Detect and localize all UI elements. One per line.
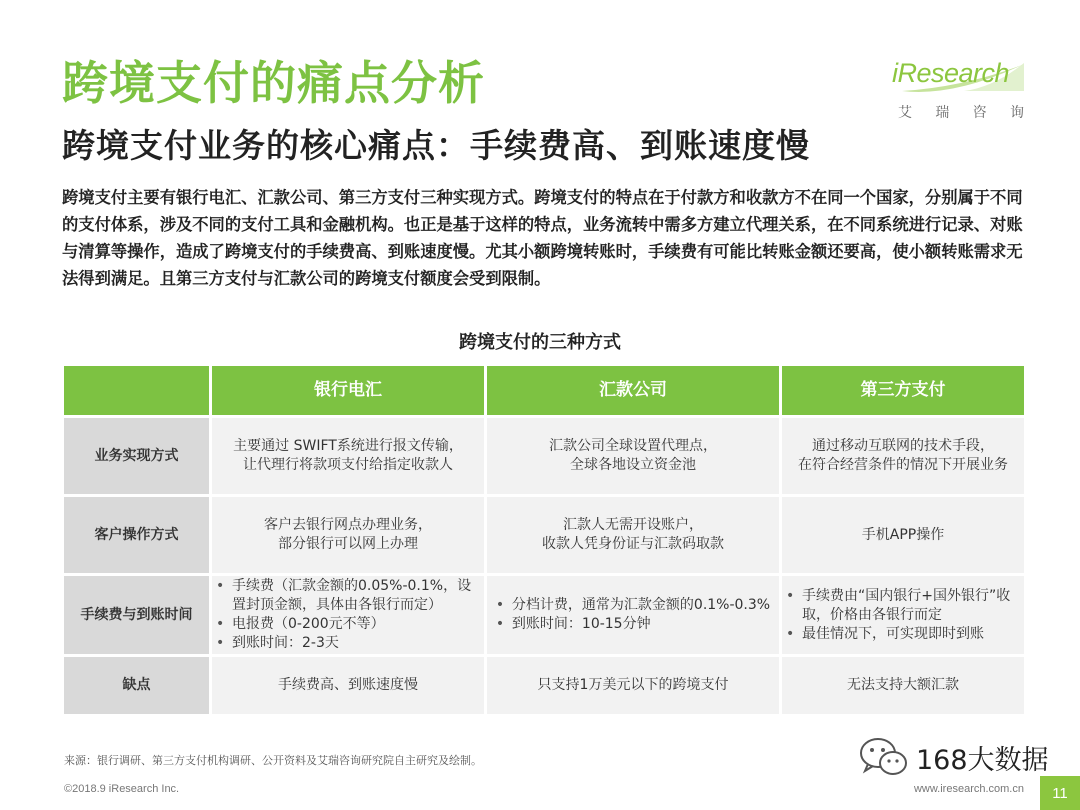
- cell-line: 收款人凭身份证与汇款码取款: [542, 536, 724, 552]
- table-cell: [782, 497, 1024, 573]
- page-subtitle: 跨境支付业务的核心痛点：手续费高、到账速度慢: [62, 126, 810, 165]
- list-item: • 到账时间：10-15分钟: [512, 615, 770, 634]
- logo-char: 询: [1009, 105, 1024, 121]
- list-item: • 手续费（汇款金额的0.05%-0.1%，设置封顶金额，具体由各银行而定）: [232, 577, 480, 615]
- copyright: ©2018.9 iResearch Inc.: [64, 783, 180, 795]
- table-row: [64, 657, 1024, 714]
- watermark: [858, 736, 1049, 778]
- table-title: 跨境支付的三种方式: [459, 332, 621, 353]
- list-item: • 到账时间：2-3天: [232, 634, 480, 653]
- header-corner: [64, 366, 209, 415]
- list-item: • 手续费由“国内银行+国外银行”收取，价格由各银行而定: [802, 587, 1020, 625]
- list-item: • 分档计费，通常为汇款金额的0.1%-0.3%: [512, 596, 770, 615]
- table-cell: [782, 576, 1024, 654]
- table-cell: [487, 497, 779, 573]
- cell-line: 在符合经营条件的情况下开展业务: [798, 457, 1008, 473]
- list-item: • 最佳情况下，可实现即时到账: [802, 625, 1020, 644]
- list-item: • 电报费（0-200元不等）: [232, 615, 480, 634]
- table-cell: [212, 576, 484, 654]
- logo-char: 艾: [898, 105, 912, 121]
- bullet-list: [492, 596, 774, 634]
- row-label: 手续费与到账时间: [64, 576, 209, 654]
- table-header-row: [64, 366, 1024, 415]
- bullet-list: [212, 577, 484, 653]
- bullet-list: [782, 587, 1024, 644]
- table-row: [64, 497, 1024, 573]
- logo-char: 咨: [972, 105, 987, 121]
- page-number: 11: [1040, 776, 1080, 810]
- table-row: [64, 418, 1024, 494]
- cell-line: 让代理行将款项支付给指定收款人: [242, 457, 453, 473]
- table-row: [64, 576, 1024, 654]
- table-cell: [487, 418, 779, 494]
- cell-line: 手机APP操作: [861, 526, 945, 543]
- table-cell: [212, 418, 484, 494]
- watermark-text: 168大数据: [916, 744, 1049, 776]
- row-label: 客户操作方式: [64, 497, 209, 573]
- cell-line: 部分银行可以网上办理: [278, 536, 418, 552]
- logo-wordmark: iResearch: [892, 58, 1010, 88]
- wechat-icon: [858, 736, 910, 778]
- table-cell: [782, 418, 1024, 494]
- table-cell: [212, 497, 484, 573]
- website-url: www.iresearch.com.cn: [913, 783, 1024, 795]
- row-label: 缺点: [64, 657, 209, 714]
- source-note: 来源：银行调研、第三方支付机构调研、公开资料及艾瑞咨询研究院自主研究及绘制。: [64, 754, 482, 767]
- cell-line: 全球各地设立资金池: [570, 457, 696, 473]
- comparison-table: [64, 366, 1024, 717]
- row-label: 业务实现方式: [64, 418, 209, 494]
- cell-line: 客户去银行网点办理业务，: [264, 517, 432, 533]
- cell-line: 通过移动互联网的技术手段，: [812, 438, 994, 454]
- table-cell: [487, 576, 779, 654]
- intro-paragraph: 跨境支付主要有银行电汇、汇款公司、第三方支付三种实现方式。跨境支付的特点在于付款方和收款方不在同一个国家，分别属于不同的支付体系，涉及不同的支付工具和金融机构。也正是基于这样的特点，业务流转中需多方建立代理关系，在不同系统进行记录、对账与清算等操作，造成了跨境支付的手续费高、到账速度慢。尤其小额跨境转账时，手续费有可能比转账金额还要高，使小额转账需求无法得到满足。且第三方支付与汇款公司的跨境支付额度会受到限制。: [62, 188, 1023, 288]
- iresearch-logo: [892, 58, 1027, 124]
- table-cell: 无法支持大额汇款: [782, 657, 1024, 714]
- cell-line: 主要通过 SWIFT系统进行报文传输，: [233, 438, 463, 454]
- cell-line: 汇款公司全球设置代理点，: [549, 438, 717, 454]
- header-third-party: 第三方支付: [782, 366, 1024, 415]
- page-title: 跨境支付的痛点分析: [62, 56, 485, 110]
- table-cell: 只支持1万美元以下的跨境支付: [487, 657, 779, 714]
- header-remittance-company: 汇款公司: [487, 366, 779, 415]
- logo-char: 瑞: [935, 105, 950, 121]
- cell-line: 汇款人无需开设账户，: [563, 517, 703, 533]
- header-bank-wire: 银行电汇: [212, 366, 484, 415]
- logo-chinese: [898, 102, 1024, 122]
- table-cell: 手续费高、到账速度慢: [212, 657, 484, 714]
